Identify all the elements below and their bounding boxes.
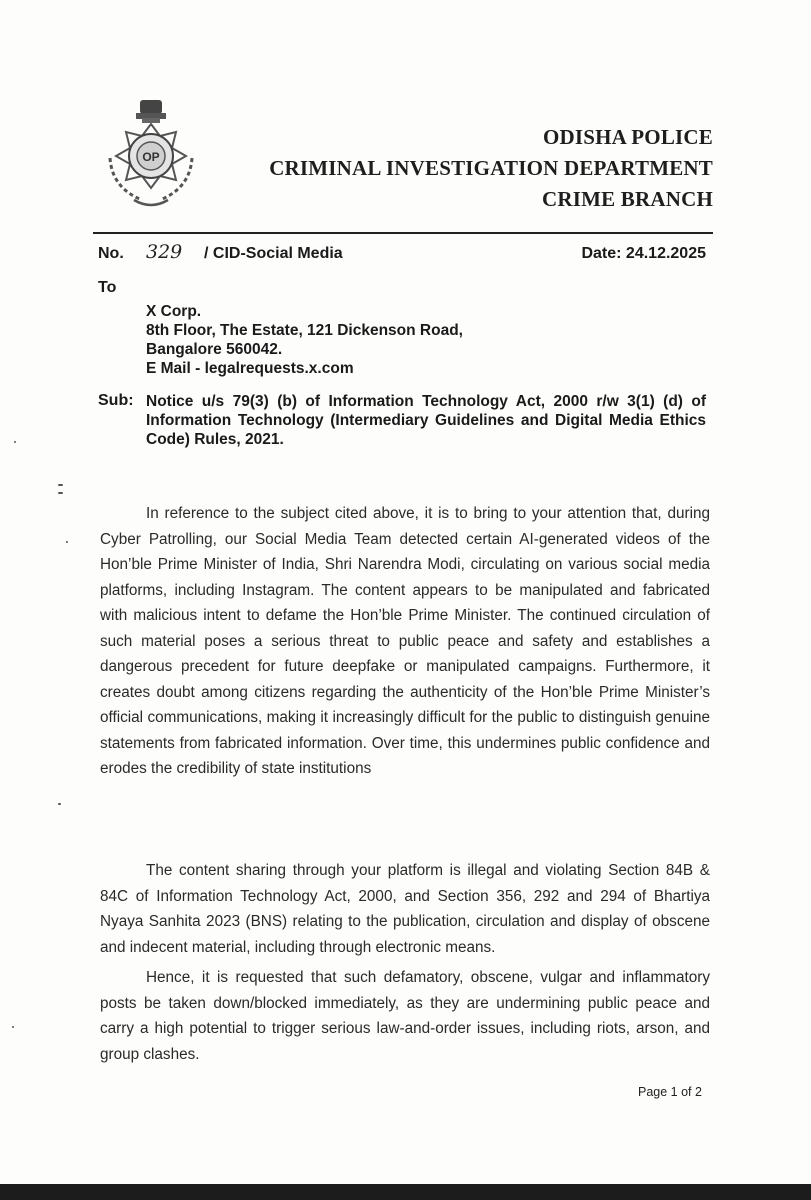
scan-speck bbox=[14, 441, 16, 443]
scan-speck bbox=[58, 803, 61, 805]
subject-text: Notice u/s 79(3) (b) of Information Technology Act, 2000 r/w 3(1) (d) of Information Technology (Intermediary Guidelines and Digital Media Ethics Code) Rules, 2021. bbox=[146, 393, 706, 448]
paragraph-text: The content sharing through your platform is illegal and violating Section 84B & 84C of Information Technology Act, 2000, and Section 356, 292 and 294 of Bhartiya Nyaya Sanhita 2023 (BNS) relating to the publication, circulation and display of obscene and indecent material, including through electronic means. bbox=[100, 862, 710, 956]
reference-row bbox=[98, 241, 706, 269]
reference-number-handwritten: 329 bbox=[146, 241, 183, 263]
paragraph-text: In reference to the subject cited above, it is to bring to your attention that, during Cyber Patrolling, our Social Media Team detected certain AI-generated videos of the Hon’ble Prime Minister of India, Shri Narendra Modi, circulating on various social media platforms, including Instagram. The content appears to be manipulated and fabricated with malicious intent to defame the Hon’ble Prime Minister. The continued circulation of such material poses a serious threat to public peace and safety and establishes a dangerous precedent for future deepfake or manipulated campaigns. Furthermore, it creates doubt among citizens regarding the authenticity of the Hon’ble Prime Minister’s official communications, making it increasingly difficult for the public to distinguish genuine statements from fabricated information. Over time, this undermines public confidence and erodes the credibility of state institutions bbox=[100, 505, 710, 777]
page-number: Page 1 of 2 bbox=[638, 1085, 702, 1099]
subject-label: Sub: bbox=[98, 392, 134, 409]
to-label: To bbox=[98, 279, 117, 296]
odisha-police-emblem-icon bbox=[96, 96, 206, 216]
address-line: E Mail - legalrequests.x.com bbox=[146, 360, 354, 377]
address-line: 8th Floor, The Estate, 121 Dickenson Road, bbox=[146, 322, 463, 339]
scan-speck bbox=[66, 541, 68, 543]
org-name: ODISHA POLICE bbox=[542, 125, 713, 149]
branch-name: CRIME BRANCH bbox=[542, 187, 713, 211]
department-name: CRIMINAL INVESTIGATION DEPARTMENT bbox=[269, 156, 713, 180]
header-divider bbox=[93, 232, 713, 234]
scan-speck bbox=[58, 492, 63, 494]
reference-suffix: / CID-Social Media bbox=[204, 245, 343, 262]
letter-date: Date: 24.12.2025 bbox=[581, 245, 706, 262]
body-paragraph bbox=[100, 858, 710, 960]
paragraph-text: Hence, it is requested that such defamatory, obscene, vulgar and inflammatory posts be taken down/blocked immediately, as they are undermining public peace and carry a high potential to trigger serious law-and-order issues, including riots, arson, and group clashes. bbox=[100, 969, 710, 1063]
body-paragraph bbox=[100, 501, 710, 782]
svg-text:OP: OP bbox=[142, 150, 160, 164]
scan-speck bbox=[58, 484, 63, 486]
scan-speck bbox=[12, 1026, 14, 1028]
letterhead bbox=[269, 122, 713, 215]
recipient-address bbox=[146, 302, 463, 378]
address-line: X Corp. bbox=[146, 303, 202, 320]
body-paragraph bbox=[100, 965, 710, 1067]
address-line: Bangalore 560042. bbox=[146, 341, 283, 358]
reference-label: No. bbox=[98, 245, 124, 262]
scan-border bbox=[0, 1184, 811, 1200]
